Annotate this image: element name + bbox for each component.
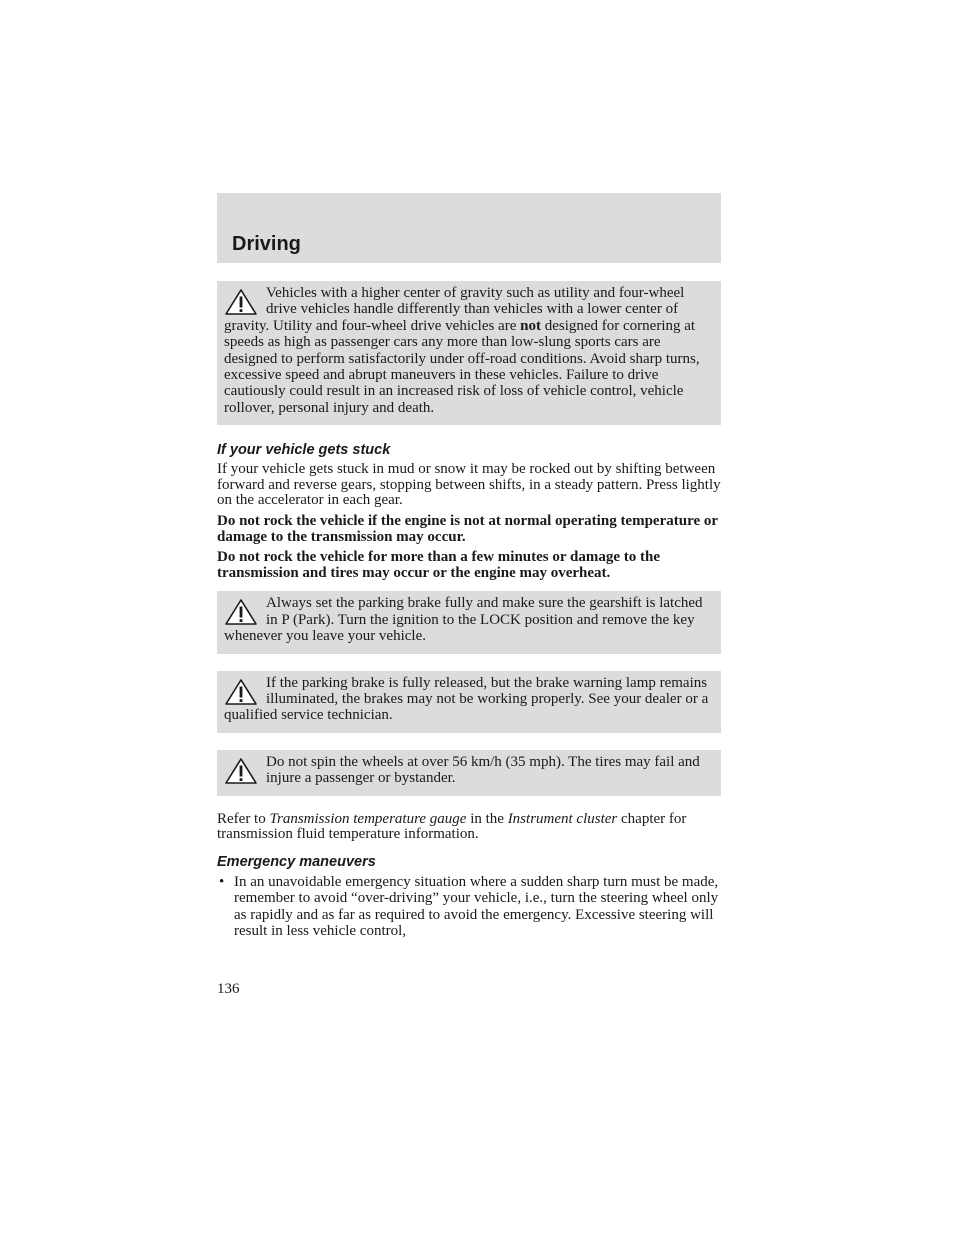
paragraph-stuck: If your vehicle gets stuck in mud or snow it may be rocked out by shifting between forward and reverse gears, stopping between shifts, in a steady pattern. Press lightly on the accelerator in each gear. (217, 461, 721, 509)
emergency-bullet-list (217, 874, 721, 940)
paragraph-refer (217, 812, 721, 843)
warning-text: Always set the parking brake fully and make sure the gearshift is latched in P (Park). Turn the ignition to the LOCK position and remove the key whenever you leave your vehicle. (224, 595, 703, 645)
warning-text-cont: designed for cornering at speeds as high as passenger cars any more than low-slung sports cars are designed to perform satisfactorily under off-road conditions. Avoid sharp turns, excessive speed and abrupt maneuvers in these vehicles. Failure to drive cautiously could result in an increased risk of loss of vehicle control, vehicle rollover, personal injury and death. (224, 317, 700, 416)
chapter-header-band (217, 193, 721, 263)
warning-triangle-icon (224, 287, 258, 317)
warning-box-parking-brake (217, 591, 721, 653)
refer-link-transmission-gauge: Transmission temperature gauge (269, 810, 467, 827)
warning-triangle-icon (224, 597, 258, 627)
warning-box-center-of-gravity (217, 281, 721, 425)
warning-emphasis: not (520, 317, 541, 334)
warning-text: Vehicles with a higher center of gravity such as utility and four-wheel drive vehicles handle differently than vehicles with a lower center of gravity. Utility and four-wheel drive vehicles are (224, 285, 685, 334)
refer-middle: in the (466, 810, 508, 827)
warning-box-wheel-spin (217, 750, 721, 796)
bold-caution-engine-temp: Do not rock the vehicle if the engine is not at normal operating temperature or damage to the transmission may occur. (217, 513, 718, 545)
refer-link-instrument-cluster: Instrument cluster (507, 810, 618, 827)
warning-text: If the parking brake is fully released, but the brake warning lamp remains illuminated, the brakes may not be working properly. See your dealer or a qualified service technician. (224, 674, 709, 724)
page-number: 136 (217, 981, 240, 997)
warning-box-brake-lamp (217, 671, 721, 733)
warning-triangle-icon (224, 756, 258, 786)
page-content (217, 193, 721, 939)
list-item: • In an unavoidable emergency situation where a sudden sharp turn must be made, remember to avoid “over-driving” your vehicle, i.e., turn the steering wheel only as rapidly and as far as required to avoid the emergency. Excessive steering will result in less vehicle control, (217, 874, 721, 940)
warning-text: Do not spin the wheels at over 56 km/h (35 mph). The tires may fail and injure a passenger or bystander. (266, 753, 700, 787)
chapter-title: Driving (232, 233, 301, 255)
refer-suffix: chapter for transmission fluid temperature information. (217, 810, 687, 843)
refer-prefix: Refer to (217, 810, 270, 827)
bold-caution-rocking-time: Do not rock the vehicle for more than a few minutes or damage to the transmission and tires may occur or the engine may overheat. (217, 549, 660, 581)
warning-triangle-icon (224, 677, 258, 707)
section-heading-stuck: If your vehicle gets stuck (217, 442, 391, 459)
section-heading-emergency: Emergency maneuvers (217, 853, 376, 870)
